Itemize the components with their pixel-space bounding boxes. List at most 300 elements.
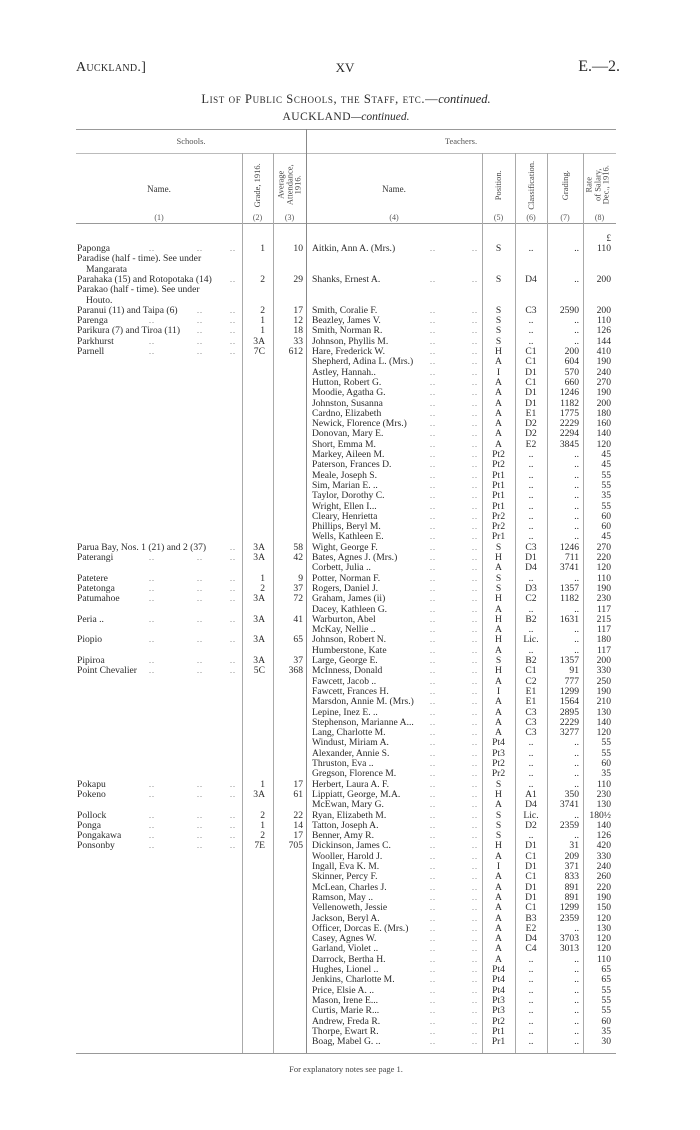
teacher-classification: C3 — [525, 706, 537, 718]
dot-leader: .. — [430, 738, 436, 748]
teacher-classification: .. — [528, 510, 534, 522]
teacher-position: Pt2 — [492, 459, 505, 471]
teacher-name: Andrew, Freda R. — [312, 1015, 381, 1027]
teacher-salary: 55 — [601, 500, 611, 512]
dot-leader: .. — [472, 553, 478, 562]
teacher-name: Shanks, Ernest A. — [312, 273, 381, 285]
teacher-position: S — [495, 582, 502, 594]
teacher-position: I — [496, 685, 501, 697]
teacher-name: Mason, Irene E... — [312, 994, 379, 1006]
dot-leader: .. — [430, 748, 436, 758]
teacher-grading: 570 — [564, 366, 579, 378]
teacher-salary: 120 — [596, 943, 611, 955]
teacher-classification: D2 — [525, 428, 537, 440]
dot-leader: .. — [472, 244, 478, 253]
teacher-grading: 833 — [564, 871, 579, 883]
average-attendance: 37 — [293, 655, 303, 666]
teacher-salary: 210 — [596, 696, 611, 708]
dot-leader: .. — [472, 717, 478, 727]
running-head-left: Auckland.] — [76, 60, 147, 75]
teacher-name: Jenkins, Charlotte M. — [312, 974, 395, 986]
teacher-position: A — [495, 850, 502, 862]
average-attendance: 72 — [293, 593, 303, 605]
attendance-header-line: 1916. — [292, 175, 303, 195]
dot-leader: .. — [230, 244, 236, 253]
teacher-name: McKay, Nellie .. — [312, 624, 376, 636]
teacher-grading: 711 — [564, 552, 579, 563]
teacher-classification: B2 — [525, 655, 537, 666]
dot-leader: .. — [430, 872, 436, 882]
dot-leader: .. — [430, 851, 436, 861]
dot-leader: .. — [430, 480, 436, 490]
dot-leader: .. — [430, 779, 436, 789]
dot-leader: .. — [230, 542, 236, 552]
dot-leader: .. — [149, 635, 155, 645]
dot-leader: .. — [197, 831, 203, 841]
teacher-name: Potter, Norman F. — [312, 572, 381, 584]
teacher-classification: D3 — [525, 582, 537, 594]
teacher-position: A — [495, 675, 502, 687]
teacher-salary: 420 — [596, 840, 611, 852]
column-number: (3) — [284, 213, 295, 222]
dot-leader: .. — [430, 831, 436, 841]
teacher-position: Pr1 — [491, 531, 506, 543]
teacher-salary: 140 — [596, 819, 611, 831]
dot-leader: .. — [430, 367, 436, 377]
teacher-name: Herbert, Laura A. F. — [312, 778, 390, 790]
dot-leader: .. — [430, 923, 436, 933]
teacher-classification: D1 — [525, 366, 537, 378]
dot-leader: .. — [430, 656, 436, 665]
dot-leader: .. — [430, 975, 436, 985]
dot-leader: .. — [430, 944, 436, 954]
dot-leader: .. — [472, 769, 478, 779]
dot-leader: .. — [230, 336, 236, 346]
dot-leader: .. — [430, 707, 436, 717]
dot-leader: .. — [149, 553, 155, 562]
table-row — [0, 1006, 700, 1016]
teacher-name: Johnston, Susanna — [312, 397, 383, 409]
teacher-salary: 120 — [596, 562, 611, 574]
teacher-name: Graham, James (ii) — [312, 593, 386, 605]
teacher-name: Dickinson, James C. — [312, 840, 391, 852]
teacher-position: A — [495, 881, 502, 893]
dot-leader: .. — [149, 347, 155, 356]
dot-leader: .. — [197, 635, 203, 645]
teacher-grading: .. — [574, 737, 579, 749]
teacher-name: Cleary, Henrietta — [312, 510, 378, 522]
teacher-grading: 1299 — [559, 685, 579, 697]
teacher-position: A — [495, 562, 502, 574]
dot-leader: .. — [430, 470, 436, 480]
dot-leader: .. — [430, 892, 436, 902]
teacher-name: Boag, Mabel G. .. — [312, 1036, 381, 1048]
dot-leader: .. — [430, 244, 436, 253]
attendance-header-line: Average — [275, 170, 286, 199]
dot-leader: .. — [472, 563, 478, 573]
teacher-classification: .. — [528, 603, 534, 615]
dot-leader: .. — [430, 511, 436, 521]
dot-leader: .. — [430, 635, 436, 645]
school-grade: 1 — [260, 315, 265, 327]
teacher-position: Pt3 — [492, 1005, 505, 1017]
teacher-position: Pt1 — [492, 479, 505, 491]
dot-leader: .. — [430, 1037, 436, 1047]
dot-leader: .. — [430, 305, 436, 315]
school-name: Piopio — [77, 634, 103, 646]
dot-leader: .. — [472, 985, 478, 995]
teacher-name: Moodie, Agatha G. — [312, 387, 386, 399]
teacher-position: A — [495, 428, 502, 440]
average-attendance: 22 — [293, 809, 303, 821]
dot-leader: .. — [430, 542, 436, 552]
school-name: Paterangi — [77, 552, 114, 563]
teacher-classification: C1 — [525, 356, 537, 368]
dot-leader: .. — [472, 583, 478, 593]
teacher-name: Johnson, Robert N. — [312, 634, 387, 646]
teacher-salary: 220 — [596, 552, 611, 563]
teacher-classification: .. — [528, 521, 534, 533]
school-name: Paponga — [77, 243, 111, 254]
dot-leader: .. — [197, 614, 203, 624]
teacher-name: Shepherd, Adina L. (Mrs.) — [312, 356, 414, 368]
dot-leader: .. — [472, 491, 478, 501]
teacher-salary: 140 — [596, 428, 611, 440]
teacher-position: A — [495, 953, 502, 965]
school-name: Pokapu — [77, 778, 106, 790]
teacher-name: Stephenson, Marianne A... — [312, 716, 414, 728]
table-row — [0, 594, 700, 604]
grading-header: Grading. — [559, 170, 570, 201]
teacher-salary: 230 — [596, 593, 611, 605]
teacher-name: Curtis, Marie R... — [312, 1005, 380, 1017]
teacher-name: Rogers, Daniel J. — [312, 582, 379, 594]
teacher-position: A — [495, 387, 502, 399]
dot-leader: .. — [472, 326, 478, 336]
teacher-name: Ryan, Elizabeth M. — [312, 809, 387, 821]
dot-leader: .. — [430, 429, 436, 439]
teacher-position: H — [495, 613, 502, 625]
teacher-name: Dacey, Kathleen G. — [312, 603, 388, 615]
teacher-grading: .. — [574, 624, 579, 636]
teacher-position: I — [496, 366, 501, 378]
teacher-grading: .. — [574, 984, 579, 996]
average-attendance: 17 — [293, 304, 303, 316]
teacher-classification: D1 — [525, 387, 537, 399]
teacher-classification: .. — [528, 974, 534, 986]
teacher-grading: .. — [574, 768, 579, 780]
school-grade: 7E — [254, 840, 265, 852]
teacher-classification: D1 — [525, 861, 537, 872]
dot-leader: .. — [430, 934, 436, 944]
dot-leader: .. — [197, 336, 203, 346]
teacher-classification: D1 — [525, 397, 537, 409]
school-name: Parikura (7) and Tiroa (11) — [77, 325, 181, 337]
dot-leader: .. — [197, 810, 203, 820]
teacher-name: Ingall, Eva K. M. — [312, 861, 380, 872]
average-attendance: 42 — [293, 552, 303, 563]
dot-leader: .. — [430, 903, 436, 913]
school-grade: 2 — [260, 304, 265, 316]
average-attendance: 29 — [293, 273, 303, 285]
dot-leader: .. — [149, 573, 155, 583]
dot-leader: .. — [472, 1037, 478, 1047]
teacher-classification: .. — [528, 830, 534, 842]
teacher-salary: 250 — [596, 675, 611, 687]
school-grade: 3A — [253, 335, 265, 347]
teacher-salary: 45 — [601, 531, 611, 543]
teacher-classification: B3 — [525, 912, 537, 924]
dot-leader: .. — [472, 408, 478, 418]
teacher-salary: 180 — [596, 634, 611, 646]
teacher-salary: 150 — [596, 902, 611, 914]
teacher-grading: .. — [574, 1036, 579, 1048]
teacher-grading: .. — [574, 572, 579, 584]
teacher-name: Windust, Miriam A. — [312, 737, 389, 749]
teacher-salary: 30 — [601, 1036, 611, 1048]
dot-leader: .. — [430, 820, 436, 830]
teacher-name: Casey, Agnes W. — [312, 933, 377, 945]
teacher-classification: D1 — [525, 552, 537, 563]
dot-leader: .. — [472, 573, 478, 583]
teacher-grading: .. — [574, 634, 579, 646]
grade-header: Grade, 1916. — [251, 163, 262, 208]
average-attendance: 37 — [293, 582, 303, 594]
dot-leader: .. — [472, 728, 478, 738]
dot-leader: .. — [472, 944, 478, 954]
teacher-classification: C2 — [525, 675, 537, 687]
teacher-grading: .. — [574, 243, 579, 254]
dot-leader: .. — [472, 872, 478, 882]
teacher-salary: 270 — [596, 541, 611, 553]
teacher-name: Lippiatt, George, M.A. — [312, 788, 401, 800]
teacher-position: S — [495, 273, 502, 285]
teacher-name: Hare, Frederick W. — [312, 346, 385, 357]
teacher-classification: C1 — [525, 665, 537, 677]
teacher-name: Aitkin, Ann A. (Mrs.) — [312, 243, 396, 254]
teacher-salary: 120 — [596, 933, 611, 945]
teacher-classification: E1 — [525, 685, 537, 697]
teacher-name: Wooller, Harold J. — [312, 850, 383, 862]
teacher-name: Price, Elsie A. .. — [312, 984, 375, 996]
dot-leader: .. — [430, 686, 436, 696]
dot-leader: .. — [430, 501, 436, 511]
teacher-salary: 130 — [596, 706, 611, 718]
teacher-grading: 1564 — [559, 696, 579, 708]
teacher-name: Corbett, Julia .. — [312, 562, 371, 574]
teachers-group-header: Teachers. — [444, 136, 478, 146]
dot-leader: .. — [430, 347, 436, 356]
teacher-classification: D1 — [525, 840, 537, 852]
teacher-position: A — [495, 706, 502, 718]
dot-leader: .. — [430, 398, 436, 408]
dot-leader: .. — [430, 800, 436, 810]
teacher-name: Paterson, Frances D. — [312, 459, 392, 471]
subtitle-italic: —continued. — [351, 111, 410, 123]
document-code: E.—2. — [578, 58, 620, 75]
teacher-salary: 190 — [596, 356, 611, 368]
dot-leader: .. — [430, 604, 436, 614]
dot-leader: .. — [430, 450, 436, 459]
dot-leader: .. — [472, 429, 478, 439]
school-name: Ponsonby — [77, 840, 115, 852]
dot-leader: .. — [472, 635, 478, 645]
teacher-grading: 1246 — [559, 387, 579, 399]
school-name: Patetere — [77, 572, 108, 584]
teacher-salary: 330 — [596, 665, 611, 677]
dot-leader: .. — [230, 326, 236, 336]
teacher-position: S — [495, 809, 502, 821]
teacher-grading: 2359 — [559, 819, 579, 831]
teacher-name: Marsdon, Annie M. (Mrs.) — [312, 696, 414, 708]
average-attendance: 65 — [293, 634, 303, 646]
teacher-position: A — [495, 943, 502, 955]
teacher-salary: 200 — [596, 304, 611, 316]
teacher-position: A — [495, 438, 502, 450]
average-attendance: 368 — [288, 665, 303, 677]
dot-leader: .. — [472, 367, 478, 377]
teacher-classification: D4 — [525, 933, 537, 945]
teacher-salary: 140 — [596, 716, 611, 728]
teacher-name: Ramson, May .. — [312, 891, 374, 903]
teacher-salary: 180 — [596, 407, 611, 419]
school-grade: 2 — [260, 273, 265, 285]
dot-leader: .. — [472, 522, 478, 532]
school-grade: 2 — [260, 830, 265, 842]
column-number: (6) — [526, 213, 536, 222]
teacher-position: Pt4 — [492, 737, 505, 749]
teacher-classification: .. — [528, 1005, 534, 1017]
teacher-salary: 110 — [596, 778, 611, 790]
dot-leader: .. — [430, 1006, 436, 1016]
teacher-classification: E1 — [525, 696, 537, 708]
teacher-salary: 190 — [596, 685, 611, 697]
classification-header: Classification. — [525, 160, 536, 210]
teacher-salary: 215 — [596, 613, 611, 625]
teacher-position: H — [495, 788, 502, 800]
teacher-classification: .. — [528, 964, 534, 975]
teacher-name: Thorpe, Ewart R. — [312, 1025, 379, 1037]
teacher-name: Astley, Hannah.. — [312, 366, 376, 378]
teacher-classification: D4 — [525, 562, 537, 574]
teacher-classification: .. — [528, 1036, 534, 1048]
dot-leader: .. — [230, 635, 236, 645]
dot-leader: .. — [430, 408, 436, 418]
dot-leader: .. — [472, 357, 478, 367]
teacher-grading: .. — [574, 830, 579, 842]
dot-leader: .. — [472, 1016, 478, 1026]
teacher-salary: 126 — [596, 830, 611, 842]
teacher-name: Alexander, Annie S. — [312, 747, 390, 759]
teacher-salary: 260 — [596, 871, 611, 883]
dot-leader: .. — [472, 923, 478, 933]
teacher-grading: 891 — [564, 881, 579, 893]
teacher-position: Pt1 — [492, 500, 505, 512]
teacher-position: A — [495, 933, 502, 945]
teacher-grading: 2229 — [559, 418, 579, 430]
teacher-salary: 55 — [601, 747, 611, 759]
teachers-group-rule — [306, 153, 616, 154]
dot-leader: .. — [430, 326, 436, 336]
teacher-position: S — [495, 243, 502, 254]
teacher-classification: A1 — [525, 788, 537, 800]
school-name: Point Chevalier — [77, 665, 137, 677]
dot-leader: .. — [230, 656, 236, 665]
teacher-position: A — [495, 407, 502, 419]
teacher-classification: D2 — [525, 819, 537, 831]
teacher-grading: .. — [574, 1025, 579, 1037]
teacher-position: A — [495, 418, 502, 430]
teacher-salary: 180½ — [589, 809, 611, 821]
dot-leader: .. — [149, 831, 155, 841]
teacher-salary: 200 — [596, 273, 611, 285]
column-number: (1) — [154, 213, 164, 222]
teacher-position: A — [495, 871, 502, 883]
dot-leader: .. — [472, 934, 478, 944]
teacher-position: S — [495, 830, 502, 842]
teacher-name-header: Name. — [382, 184, 406, 194]
dot-leader: .. — [472, 511, 478, 521]
teacher-name: Smith, Norman R. — [312, 325, 383, 337]
teacher-grading: .. — [574, 603, 579, 615]
teacher-grading: .. — [574, 500, 579, 512]
teacher-position: H — [495, 840, 502, 852]
table-row — [0, 388, 700, 398]
dot-leader: .. — [197, 841, 203, 851]
teacher-salary: 60 — [601, 521, 611, 533]
dot-leader: .. — [430, 377, 436, 387]
dot-leader: .. — [149, 656, 155, 665]
teacher-salary: 60 — [601, 510, 611, 522]
dot-leader: .. — [197, 789, 203, 799]
teacher-name: Benner, Amy R. — [312, 830, 374, 842]
school-grade: 3A — [253, 634, 265, 646]
table-row — [0, 903, 700, 913]
dot-leader: .. — [472, 542, 478, 552]
teacher-salary: 130 — [596, 799, 611, 811]
teacher-position: A — [495, 902, 502, 914]
dot-leader: .. — [230, 841, 236, 851]
teacher-position: A — [495, 799, 502, 811]
school-name: Parkhurst — [77, 335, 114, 347]
dot-leader: .. — [430, 769, 436, 779]
teacher-name: Wright, Ellen I... — [312, 500, 377, 512]
teacher-classification: .. — [528, 459, 534, 471]
teacher-position: Pr1 — [491, 1036, 506, 1048]
teacher-classification: .. — [528, 768, 534, 780]
dot-leader: .. — [149, 666, 155, 676]
teacher-classification: .. — [528, 758, 534, 769]
teacher-classification: C3 — [525, 541, 537, 553]
dot-leader: .. — [472, 398, 478, 408]
dot-leader: .. — [430, 532, 436, 542]
dot-leader: .. — [230, 820, 236, 830]
teacher-classification: B2 — [525, 613, 537, 625]
teacher-grading: .. — [574, 315, 579, 327]
teacher-position: H — [495, 346, 502, 357]
teacher-classification: .. — [528, 325, 534, 337]
teacher-grading: 1631 — [559, 613, 579, 625]
teacher-name: Cardno, Elizabeth — [312, 407, 382, 419]
teacher-position: S — [495, 304, 502, 316]
teacher-position: S — [495, 655, 502, 666]
dot-leader: .. — [472, 604, 478, 614]
dot-leader: .. — [430, 336, 436, 346]
dot-leader: .. — [430, 954, 436, 964]
teacher-name: Officer, Dorcas E. (Mrs.) — [312, 922, 409, 934]
school-name: Parenga — [77, 315, 108, 327]
average-attendance: 14 — [293, 819, 303, 831]
